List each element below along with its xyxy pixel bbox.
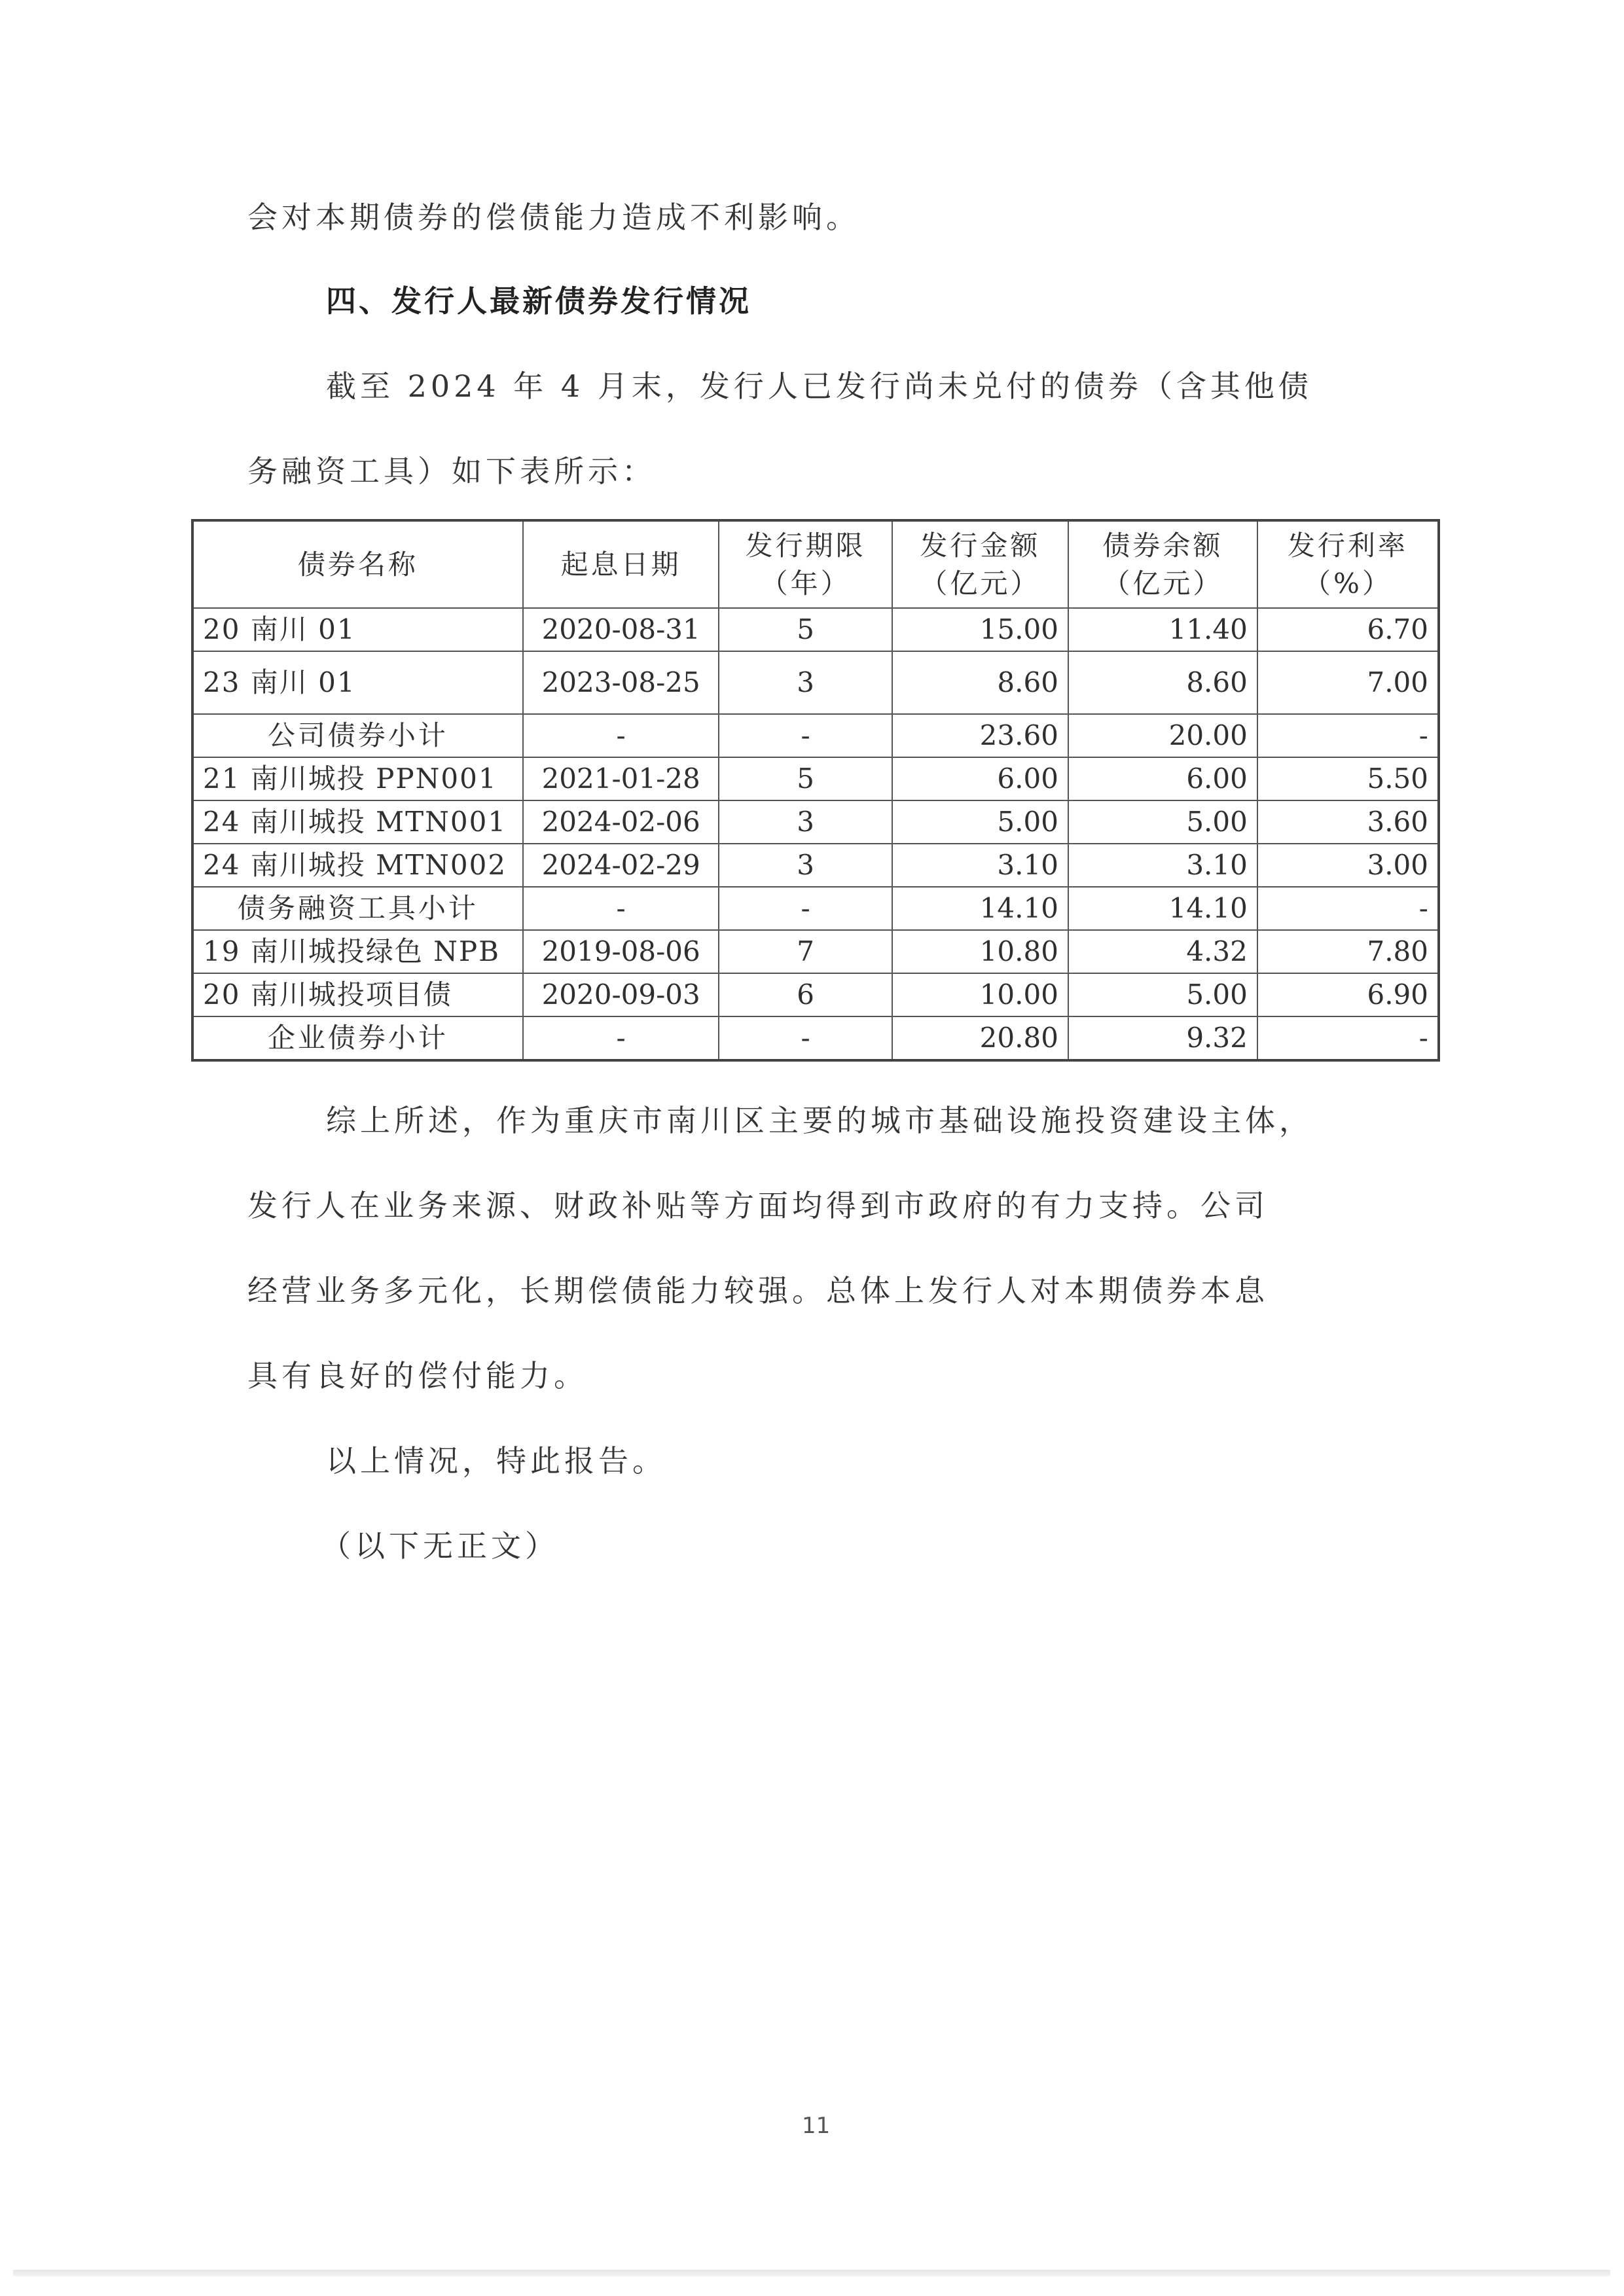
cell-rate: - [1257,1016,1439,1060]
summary-line-3: 经营业务多元化，长期偿债能力较强。总体上发行人对本期债券本息 [247,1273,1269,1308]
cell-amount: 20.80 [892,1016,1068,1060]
cell-start-date: - [523,887,719,930]
cell-balance: 11.40 [1068,608,1257,651]
scan-edge-divider [13,2270,1610,2276]
table-header-row [192,520,1439,608]
end-note: （以下无正文） [321,1528,559,1564]
table-row [192,844,1439,887]
cell-balance: 5.00 [1068,800,1257,844]
cell-amount: 14.10 [892,887,1068,930]
cell-bond-name: 债务融资工具小计 [192,887,523,930]
cell-term: 3 [719,844,892,887]
table-row [192,930,1439,973]
cell-amount: 10.80 [892,930,1068,973]
cell-term: 6 [719,973,892,1016]
cell-term: 5 [719,757,892,800]
cell-rate: 6.70 [1257,608,1439,651]
cell-rate: 5.50 [1257,757,1439,800]
cell-bond-name: 20 南川 01 [192,608,523,651]
subtotal-row [192,714,1439,757]
cell-start-date: 2024-02-29 [523,844,719,887]
cell-amount: 5.00 [892,800,1068,844]
cell-bond-name: 21 南川城投 PPN001 [192,757,523,800]
cell-bond-name: 23 南川 01 [192,651,523,714]
cell-start-date: 2024-02-06 [523,800,719,844]
cell-term: 7 [719,930,892,973]
cell-amount: 10.00 [892,973,1068,1016]
cell-term: 3 [719,651,892,714]
summary-line-1: 综上所述，作为重庆市南川区主要的城市基础设施投资建设主体， [326,1103,1313,1138]
cell-balance: 5.00 [1068,973,1257,1016]
header-issue-amount: 发行金额 （亿元） [892,520,1068,608]
section-heading: 四、发行人最新债券发行情况 [326,283,751,319]
cell-rate: 7.00 [1257,651,1439,714]
cell-start-date: - [523,1016,719,1060]
cell-balance: 14.10 [1068,887,1257,930]
cell-balance: 9.32 [1068,1016,1257,1060]
table-row [192,973,1439,1016]
header-term: 发行期限 （年） [719,520,892,608]
header-start-date: 起息日期 [523,520,719,608]
cell-term: - [719,1016,892,1060]
cell-amount: 3.10 [892,844,1068,887]
table-row [192,757,1439,800]
intro-line-2: 务融资工具）如下表所示： [247,454,656,489]
summary-line-4: 具有良好的偿付能力。 [247,1358,588,1393]
cell-start-date: 2020-08-31 [523,608,719,651]
table-row [192,608,1439,651]
cell-start-date: 2020-09-03 [523,973,719,1016]
cell-start-date: 2023-08-25 [523,651,719,714]
cell-amount: 23.60 [892,714,1068,757]
cell-balance: 20.00 [1068,714,1257,757]
cell-term: 3 [719,800,892,844]
cell-bond-name: 24 南川城投 MTN002 [192,844,523,887]
paragraph-continuation: 会对本期债券的偿债能力造成不利影响。 [247,200,860,235]
header-balance: 债券余额 （亿元） [1068,520,1257,608]
summary-line-2: 发行人在业务来源、财政补贴等方面均得到市政府的有力支持。公司 [247,1188,1269,1223]
cell-bond-name: 公司债券小计 [192,714,523,757]
cell-rate: 3.60 [1257,800,1439,844]
outstanding-bonds-table [191,519,1440,1062]
cell-balance: 6.00 [1068,757,1257,800]
closing-statement: 以上情况，特此报告。 [326,1443,666,1479]
cell-balance: 4.32 [1068,930,1257,973]
cell-term: 5 [719,608,892,651]
cell-rate: 7.80 [1257,930,1439,973]
table-row [192,651,1439,714]
cell-term: - [719,887,892,930]
intro-line-1: 截至 2024 年 4 月末，发行人已发行尚未兑付的债券（含其他债 [326,368,1312,404]
cell-start-date: - [523,714,719,757]
header-rate: 发行利率 （%） [1257,520,1439,608]
cell-balance: 8.60 [1068,651,1257,714]
cell-start-date: 2021-01-28 [523,757,719,800]
cell-amount: 8.60 [892,651,1068,714]
cell-amount: 6.00 [892,757,1068,800]
cell-start-date: 2019-08-06 [523,930,719,973]
cell-bond-name: 企业债券小计 [192,1016,523,1060]
cell-rate: - [1257,714,1439,757]
subtotal-row [192,887,1439,930]
cell-balance: 3.10 [1068,844,1257,887]
cell-amount: 15.00 [892,608,1068,651]
cell-bond-name: 20 南川城投项目债 [192,973,523,1016]
page-number: 11 [802,2113,831,2139]
cell-bond-name: 19 南川城投绿色 NPB [192,930,523,973]
cell-term: - [719,714,892,757]
cell-rate: - [1257,887,1439,930]
cell-rate: 6.90 [1257,973,1439,1016]
subtotal-row [192,1016,1439,1060]
cell-bond-name: 24 南川城投 MTN001 [192,800,523,844]
header-bond-name: 债券名称 [192,520,523,608]
cell-rate: 3.00 [1257,844,1439,887]
table-row [192,800,1439,844]
